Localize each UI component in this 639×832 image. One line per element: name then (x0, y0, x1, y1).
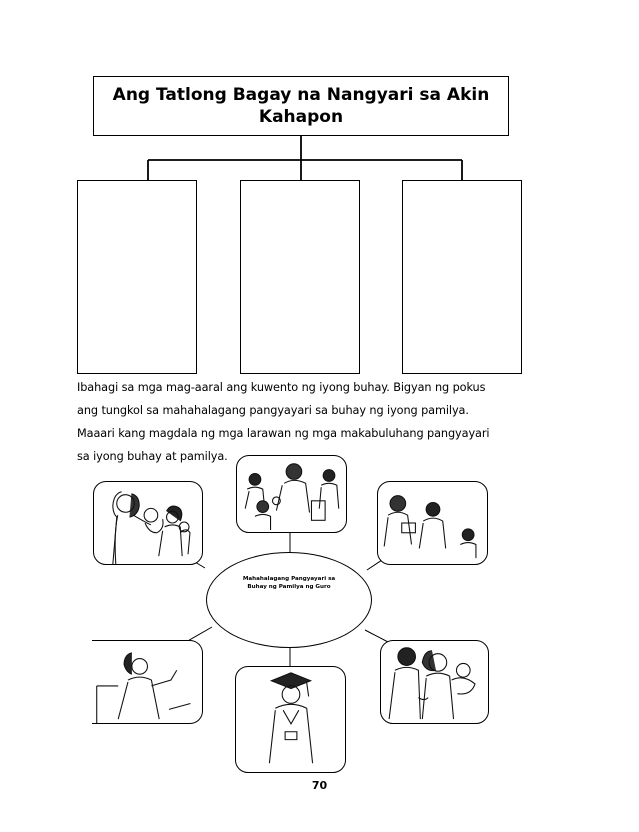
page-number: 70 (311, 779, 328, 792)
graduate-illustration (236, 667, 345, 772)
center-topic-text (207, 575, 371, 591)
mother-children-illustration (378, 482, 487, 564)
organizer-title-line-2: Kahapon (258, 107, 344, 127)
center-topic-ellipse (206, 552, 372, 648)
answer-box-3[interactable] (402, 180, 522, 374)
parents-baby-illustration (381, 641, 488, 723)
center-topic-line-2: Buhay ng Pamilya ng Guro (247, 584, 331, 590)
organizer-title-line-1: Ang Tatlong Bagay na Nangyari sa Akin (112, 85, 490, 105)
center-topic-line-1: Mahahalagang Pangyayari sa (242, 576, 336, 582)
picture-woman-at-table (92, 640, 203, 724)
picture-family-group (236, 455, 347, 533)
answer-box-2[interactable] (240, 180, 360, 374)
family-group-illustration (237, 456, 346, 532)
mother-baby-illustration (94, 482, 202, 564)
picture-parents-with-baby (380, 640, 489, 724)
instructions-line-2: ang tungkol sa mahahalagang pangyayari sa buhay ng iyong pamilya. (77, 404, 469, 417)
picture-graduate (235, 666, 346, 773)
instructions-line-3: Maaari kang magdala ng mga larawan ng mga makabuluhang pangyayari (77, 427, 490, 440)
instructions-line-4: sa iyong buhay at pamilya. (77, 450, 228, 463)
answer-box-1[interactable] (77, 180, 197, 374)
woman-table-illustration (92, 641, 202, 723)
picture-mother-with-children (377, 481, 488, 565)
picture-mother-holding-baby (93, 481, 203, 565)
organizer-title-box (93, 76, 509, 136)
instructions-line-1: Ibahagi sa mga mag-aaral ang kuwento ng iyong buhay. Bigyan ng pokus (77, 381, 486, 394)
